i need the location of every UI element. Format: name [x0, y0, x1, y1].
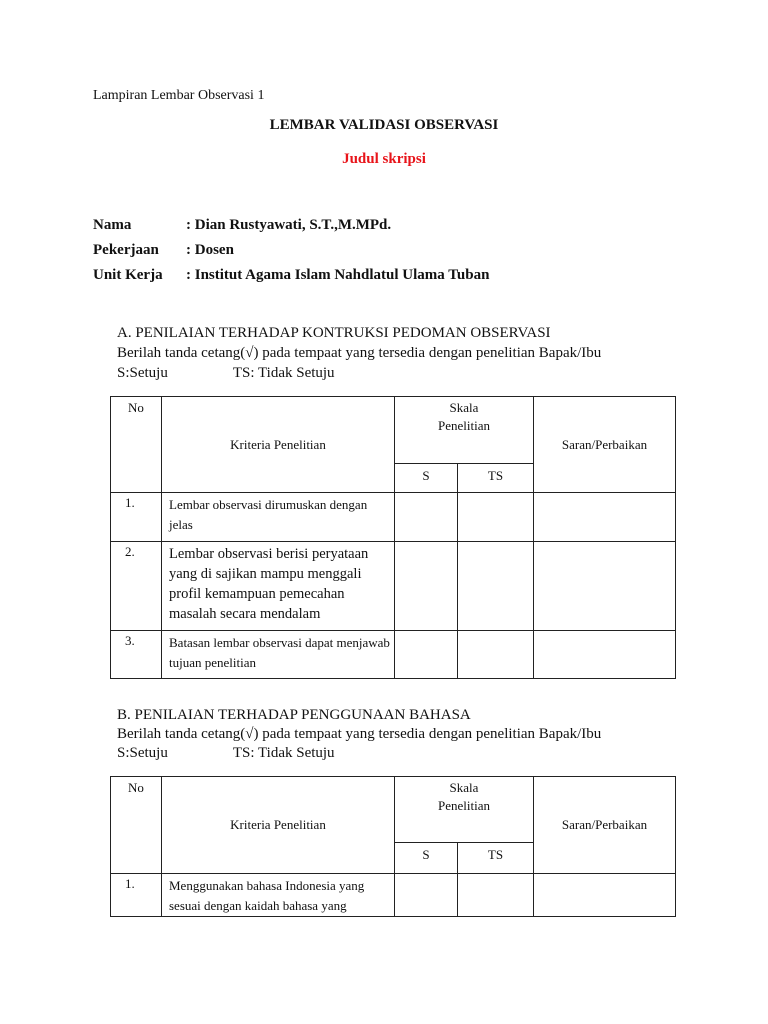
row-no: 1.	[111, 493, 162, 542]
scale-setuju: S:Setuju	[117, 365, 168, 381]
header-kriteria: Kriteria Penelitian	[162, 397, 395, 493]
info-label: Unit Kerja	[93, 267, 163, 283]
cell-s[interactable]	[395, 631, 458, 679]
cell-ts[interactable]	[458, 542, 534, 631]
scale-tidak-setuju: TS: Tidak Setuju	[232, 745, 335, 761]
table-row	[111, 631, 676, 679]
row-no: 1.	[111, 874, 162, 917]
header-no: No	[111, 397, 162, 493]
table-row	[111, 493, 676, 542]
section-b-table	[110, 776, 676, 917]
header-skala-line2: Penelitian	[438, 418, 490, 433]
info-label: Nama	[93, 217, 132, 233]
header-skala-line1: Skala	[449, 400, 479, 415]
cell-saran[interactable]	[534, 874, 676, 917]
row-no: 3.	[111, 631, 162, 679]
row-no: 2.	[111, 542, 162, 631]
info-label: Pekerjaan	[93, 242, 159, 258]
section-b-instruction: Berilah tanda cetang(√) pada tempaat yang tersedia dengan penelitian Bapak/Ibu	[117, 726, 602, 742]
section-a-scale-legend	[117, 365, 335, 382]
header-skala-line1: Skala	[449, 780, 479, 795]
header-saran: Saran/Perbaikan	[534, 777, 676, 874]
header-ts: TS	[458, 464, 534, 493]
info-value: : Dosen	[186, 242, 234, 258]
info-value: : Institut Agama Islam Nahdlatul Ulama Tuban	[186, 267, 490, 283]
section-b-heading: B. PENILAIAN TERHADAP PENGGUNAAN BAHASA	[117, 707, 471, 723]
cell-s[interactable]	[395, 493, 458, 542]
attachment-label: Lampiran Lembar Observasi 1	[93, 88, 265, 103]
cell-saran[interactable]	[534, 631, 676, 679]
section-a-table	[110, 396, 676, 679]
document-title: LEMBAR VALIDASI OBSERVASI	[269, 117, 499, 133]
header-ts: TS	[458, 843, 534, 874]
header-s: S	[395, 464, 458, 493]
cell-ts[interactable]	[458, 493, 534, 542]
header-skala-line2: Penelitian	[438, 798, 490, 813]
document-subtitle: Judul skripsi	[342, 151, 426, 167]
cell-ts[interactable]	[458, 631, 534, 679]
info-row-pekerjaan	[93, 242, 234, 259]
header-skala	[395, 777, 534, 843]
info-row-nama	[93, 217, 391, 234]
scale-setuju: S:Setuju	[117, 745, 168, 761]
section-a-heading: A. PENILAIAN TERHADAP KONTRUKSI PEDOMAN OBSERVASI	[117, 325, 551, 341]
cell-s[interactable]	[395, 542, 458, 631]
row-kriteria: Lembar observasi dirumuskan dengan jelas	[162, 493, 395, 542]
section-b-scale-legend	[117, 745, 335, 762]
header-no: No	[111, 777, 162, 874]
cell-saran[interactable]	[534, 542, 676, 631]
table-row	[111, 542, 676, 631]
row-kriteria: Batasan lembar observasi dapat menjawab tujuan penelitian	[162, 631, 395, 679]
cell-saran[interactable]	[534, 493, 676, 542]
header-kriteria: Kriteria Penelitian	[162, 777, 395, 874]
cell-ts[interactable]	[458, 874, 534, 917]
header-saran: Saran/Perbaikan	[534, 397, 676, 493]
header-s: S	[395, 843, 458, 874]
header-skala	[395, 397, 534, 464]
info-value: : Dian Rustyawati, S.T.,M.MPd.	[186, 217, 392, 233]
row-kriteria: Lembar observasi berisi peryataan yang di sajikan mampu menggali profil kemampuan pemecahan masalah secara mendalam	[162, 542, 395, 631]
info-row-unit-kerja	[93, 267, 489, 284]
section-a-instruction: Berilah tanda cetang(√) pada tempaat yang tersedia dengan penelitian Bapak/Ibu	[117, 345, 602, 361]
row-kriteria: Menggunakan bahasa Indonesia yang sesuai dengan kaidah bahasa yang	[162, 874, 395, 917]
cell-s[interactable]	[395, 874, 458, 917]
scale-tidak-setuju: TS: Tidak Setuju	[232, 365, 335, 381]
table-row	[111, 874, 676, 917]
